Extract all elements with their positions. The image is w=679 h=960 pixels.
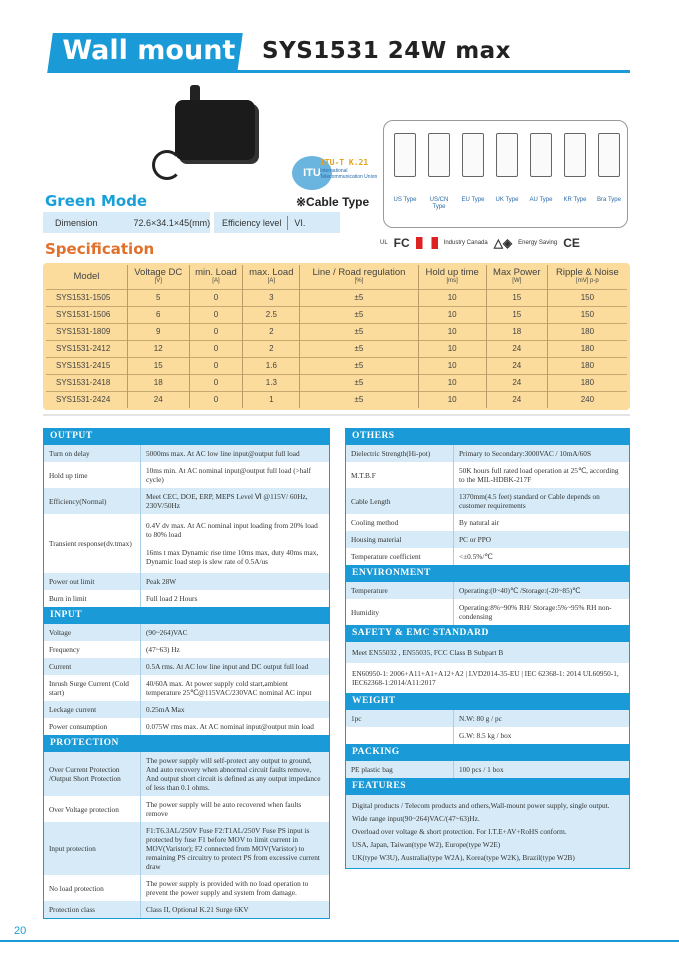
plug-icon bbox=[564, 133, 586, 177]
dimension-box bbox=[43, 212, 210, 233]
table-cell: 2.5 bbox=[243, 306, 300, 323]
spec-value: 50K hours full rated load operation at 25℃, according to the MIL-HDBK-217F bbox=[459, 466, 619, 484]
table-cell: ±5 bbox=[300, 391, 418, 408]
table-cell: 0 bbox=[189, 357, 243, 374]
spec-label: 1pc bbox=[346, 710, 454, 727]
column-label: max. Load bbox=[249, 266, 294, 278]
table-cell: 24 bbox=[486, 374, 547, 391]
itu-sub: International Telecommunication Union bbox=[320, 168, 378, 180]
spec-row bbox=[44, 641, 329, 658]
spec-label: No load protection bbox=[44, 875, 141, 901]
spec-label: Power out limit bbox=[44, 573, 141, 590]
table-cell: SYS1531-1506 bbox=[46, 306, 127, 323]
spec-label: Input protection bbox=[44, 822, 141, 875]
table-cell: 18 bbox=[127, 374, 189, 391]
spec-label: Turn on delay bbox=[44, 445, 141, 462]
spec-text: Overload over voltage & short protection. For I.T.E+AV+RoHS conform. bbox=[352, 827, 567, 836]
column-header bbox=[243, 265, 300, 289]
spec-value: The power supply will self-protect any output to ground, And auto recovery when abnormal circuit faults remove, And output short circuit is defined as any output impedance of less than 0.1 ohms. bbox=[146, 756, 321, 792]
table-cell: 0 bbox=[189, 323, 243, 340]
spec-row bbox=[44, 822, 329, 875]
spec-label: Temperature bbox=[346, 582, 454, 599]
page-number: 20 bbox=[14, 925, 27, 937]
plug-icon bbox=[496, 133, 518, 177]
model-table bbox=[43, 263, 630, 410]
spec-label: Protection class bbox=[44, 901, 141, 918]
page-title: Wall mount bbox=[62, 35, 236, 66]
table-cell: 24 bbox=[486, 357, 547, 374]
table-row bbox=[46, 323, 627, 340]
table-cell: 24 bbox=[486, 340, 547, 357]
safety-marks-logo: △◈ bbox=[493, 236, 513, 250]
industry-canada-logo: Industry Canada bbox=[443, 240, 488, 246]
spec-row bbox=[44, 875, 329, 901]
spec-text: Meet EN55032 , EN55035, FCC Class B Subpart B bbox=[352, 648, 504, 657]
spec-label: Inrush Surge Current (Cold start) bbox=[44, 675, 141, 701]
green-mode-title: Green Mode bbox=[45, 192, 148, 210]
section-header: OUTPUT bbox=[44, 428, 329, 445]
spec-value: Full load 2 Hours bbox=[146, 594, 198, 603]
spec-label: Hold up time bbox=[44, 462, 141, 488]
spec-value: The power supply will be auto recovered when faults remove bbox=[146, 800, 302, 818]
table-cell: 10 bbox=[418, 357, 486, 374]
plug-type-label: Bra Type bbox=[597, 197, 621, 203]
table-cell: 0 bbox=[189, 374, 243, 391]
section-header: OTHERS bbox=[346, 428, 629, 445]
title-banner bbox=[47, 33, 243, 73]
spec-label: Temperature coefficient bbox=[346, 548, 454, 565]
spec-label: Cooling method bbox=[346, 514, 454, 531]
table-row bbox=[46, 340, 627, 357]
spec-value: Operating:(0~40)℃ /Storage:(-20~85)℃ bbox=[459, 586, 581, 595]
spec-value: 0.25mA Max bbox=[146, 705, 185, 714]
table-cell: ±5 bbox=[300, 374, 418, 391]
table-cell: 15 bbox=[486, 289, 547, 306]
spec-row bbox=[346, 462, 629, 488]
left-spec-column bbox=[43, 428, 330, 919]
spec-text: Digital products / Telecom products and others,Wall-mount power supply, single output. bbox=[352, 801, 610, 810]
column-unit: [V] bbox=[154, 277, 162, 284]
table-cell: 150 bbox=[547, 306, 627, 323]
plug-type-item bbox=[494, 133, 520, 204]
fcc-logo: FC bbox=[393, 236, 410, 250]
spec-label: Over Current Protection /Output Short Protection bbox=[44, 752, 141, 796]
table-cell: ±5 bbox=[300, 306, 418, 323]
spec-label bbox=[346, 727, 454, 744]
spec-label: Housing material bbox=[346, 531, 454, 548]
table-cell: 12 bbox=[127, 340, 189, 357]
column-header bbox=[547, 265, 627, 289]
table-cell: 1 bbox=[243, 391, 300, 408]
spec-label: Leckage current bbox=[44, 701, 141, 718]
spec-value: 5000ms max. At AC low line input@output full load bbox=[146, 449, 300, 458]
spec-value: Meet CEC, DOE, ERP, MEPS Level Ⅵ @115V/ 60Hz, 230V/50Hz bbox=[146, 492, 308, 510]
spec-label: Dielectric Strength(Hi-pot) bbox=[346, 445, 454, 462]
spec-row bbox=[346, 445, 629, 462]
spec-row bbox=[346, 663, 629, 693]
column-unit: [ms] bbox=[446, 277, 458, 284]
column-header bbox=[46, 265, 127, 289]
spec-label: Burn in limit bbox=[44, 590, 141, 607]
column-label: min. Load bbox=[195, 266, 237, 278]
spec-row bbox=[44, 718, 329, 735]
plug-types-panel bbox=[383, 120, 628, 228]
column-unit: [%] bbox=[354, 277, 364, 284]
spec-value: By natural air bbox=[459, 518, 500, 527]
column-header bbox=[189, 265, 243, 289]
spec-row bbox=[346, 531, 629, 548]
table-cell: 1.3 bbox=[243, 374, 300, 391]
table-cell: ±5 bbox=[300, 289, 418, 306]
ul-logo: UL bbox=[380, 240, 388, 246]
column-label: Voltage DC bbox=[134, 266, 183, 278]
spec-value: Class II, Optional K.21 Surge 6KV bbox=[146, 905, 249, 914]
spec-row bbox=[44, 658, 329, 675]
spec-row bbox=[346, 761, 629, 778]
spec-row bbox=[44, 462, 329, 488]
efficiency-box bbox=[214, 212, 340, 233]
spec-value: (90~264)VAC bbox=[146, 628, 188, 637]
column-label: Ripple & Noise bbox=[555, 266, 619, 278]
spec-row bbox=[346, 727, 629, 744]
spec-row bbox=[44, 445, 329, 462]
spec-label: Cable Length bbox=[346, 488, 454, 514]
table-cell: 9 bbox=[127, 323, 189, 340]
spec-row bbox=[44, 901, 329, 918]
table-cell: 24 bbox=[486, 391, 547, 408]
footer-line bbox=[0, 940, 679, 942]
table-cell: 10 bbox=[418, 340, 486, 357]
table-cell: 2 bbox=[243, 323, 300, 340]
table-cell: 0 bbox=[189, 289, 243, 306]
plug-icon bbox=[462, 133, 484, 177]
column-header bbox=[127, 265, 189, 289]
column-label: Line / Road regulation bbox=[312, 266, 406, 278]
table-cell: 10 bbox=[418, 306, 486, 323]
table-cell: 3 bbox=[243, 289, 300, 306]
plug-icon bbox=[428, 133, 450, 177]
table-cell: 6 bbox=[127, 306, 189, 323]
plug-icon bbox=[598, 133, 620, 177]
spec-value: <±0.5%/℃ bbox=[459, 552, 493, 561]
spec-row bbox=[346, 795, 629, 868]
header-divider bbox=[50, 70, 630, 73]
column-header bbox=[486, 265, 547, 289]
spec-label: Transient response(dv.tmax) bbox=[44, 514, 141, 573]
table-cell: 24 bbox=[127, 391, 189, 408]
plug-icon bbox=[530, 133, 552, 177]
model-title: SYS1531 24W max bbox=[262, 38, 512, 64]
right-spec-column bbox=[345, 428, 630, 869]
plug-type-label: US/CN Type bbox=[429, 197, 449, 210]
spec-value: PC or PPO bbox=[459, 535, 492, 544]
plug-type-label: UK Type bbox=[495, 197, 519, 203]
column-label: Model bbox=[73, 271, 100, 283]
section-header: PACKING bbox=[346, 744, 629, 761]
spec-label: PE plastic bag bbox=[346, 761, 454, 778]
table-cell: ±5 bbox=[300, 357, 418, 374]
table-cell: 5 bbox=[127, 289, 189, 306]
table-cell: 1.6 bbox=[243, 357, 300, 374]
spec-value: Operating:8%~90% RH/ Storage:5%~95% RH non-condensing bbox=[459, 603, 612, 621]
table-row bbox=[46, 357, 627, 374]
plug-type-item bbox=[426, 133, 452, 211]
spec-text: Wide range input(90~264)VAC/(47~63)Hz. bbox=[352, 814, 480, 823]
table-cell: 180 bbox=[547, 374, 627, 391]
table-cell: 0 bbox=[189, 391, 243, 408]
spec-row bbox=[44, 675, 329, 701]
certification-logos bbox=[380, 236, 580, 250]
spec-label: Power consumption bbox=[44, 718, 141, 735]
canada-flag-icon bbox=[416, 237, 438, 249]
ce-logo: CE bbox=[563, 236, 580, 250]
table-cell: 180 bbox=[547, 357, 627, 374]
table-cell: 2 bbox=[243, 340, 300, 357]
table-cell: 180 bbox=[547, 323, 627, 340]
spec-value: 0.5A rms. At AC low line input and DC output full load bbox=[146, 662, 309, 671]
table-cell: 150 bbox=[547, 289, 627, 306]
column-unit: [mV] p-p bbox=[576, 277, 599, 284]
spec-value: 0.4V dv max. At AC nominal input loading from 20% load to 80% load bbox=[146, 521, 318, 539]
spec-label: Current bbox=[44, 658, 141, 675]
table-cell: 18 bbox=[486, 323, 547, 340]
table-cell: 10 bbox=[418, 289, 486, 306]
table-cell: 15 bbox=[486, 306, 547, 323]
efficiency-label: Efficiency level bbox=[222, 217, 282, 228]
spec-row bbox=[346, 582, 629, 599]
table-cell: 10 bbox=[418, 323, 486, 340]
dimension-label: Dimension bbox=[55, 217, 98, 228]
table-cell: SYS1531-2415 bbox=[46, 357, 127, 374]
spec-row bbox=[346, 514, 629, 531]
plug-type-label: US Type bbox=[393, 197, 417, 203]
spec-row bbox=[44, 488, 329, 514]
column-unit: [A] bbox=[267, 277, 275, 284]
spec-row bbox=[44, 590, 329, 607]
spec-row bbox=[44, 796, 329, 822]
section-header: INPUT bbox=[44, 607, 329, 624]
spec-label: Efficiency(Normal) bbox=[44, 488, 141, 514]
spec-value: 10ms min. At AC nominal input@output full load (>half cycle) bbox=[146, 466, 312, 484]
section-header: PROTECTION bbox=[44, 735, 329, 752]
specification-title: Specification bbox=[45, 240, 155, 258]
table-cell: 10 bbox=[418, 374, 486, 391]
spec-value: F1:T6.3AL/250V Fuse F2:T1AL/250V Fuse PS input is protected by fuse F1 before MOV to limit current in MOV(Varistor); F2 connected from MOV(Varistor) to remaining PS circuitry to protect PS from excessive current draw bbox=[146, 826, 320, 871]
table-row bbox=[46, 374, 627, 391]
spec-value: The power supply is provided with no load operation to prevent the power supply and system from damage. bbox=[146, 879, 309, 897]
section-header: SAFETY & EMC STANDARD bbox=[346, 625, 629, 642]
spec-row bbox=[346, 710, 629, 727]
table-cell: 15 bbox=[127, 357, 189, 374]
spec-value: (47~63) Hz bbox=[146, 645, 180, 654]
plug-type-item bbox=[460, 133, 486, 204]
spec-text: USA, Japan, Taiwan(type W2), Europe(type W2E) bbox=[352, 840, 501, 849]
spec-row bbox=[346, 548, 629, 565]
itu-label: ITU-T K.21 bbox=[320, 158, 369, 167]
spec-value: Primary to Secondary:3000VAC / 10mA/60S bbox=[459, 449, 592, 458]
column-unit: [A] bbox=[212, 277, 220, 284]
energy-saving-logo: Energy Saving bbox=[518, 240, 558, 246]
table-cell: SYS1531-1809 bbox=[46, 323, 127, 340]
cable-type-label: ※Cable Type bbox=[296, 195, 370, 209]
efficiency-value: VI. bbox=[294, 217, 306, 228]
column-label: Hold up time bbox=[425, 266, 479, 278]
table-cell: 180 bbox=[547, 340, 627, 357]
table-cell: 0 bbox=[189, 340, 243, 357]
table-cell: 10 bbox=[418, 391, 486, 408]
table-row bbox=[46, 289, 627, 306]
table-cell: 240 bbox=[547, 391, 627, 408]
section-header: FEATURES bbox=[346, 778, 629, 795]
plug-type-item bbox=[596, 133, 622, 204]
spec-row bbox=[346, 488, 629, 514]
table-row bbox=[46, 306, 627, 323]
spec-value: 100 pcs / 1 box bbox=[459, 765, 504, 774]
spec-row bbox=[346, 599, 629, 625]
table-cell: ±5 bbox=[300, 323, 418, 340]
spec-row bbox=[44, 624, 329, 641]
plug-type-label: EU Type bbox=[461, 197, 485, 203]
spec-label: Frequency bbox=[44, 641, 141, 658]
plug-type-label: KR Type bbox=[563, 197, 587, 203]
spec-row bbox=[44, 752, 329, 796]
table-cell: SYS1531-2418 bbox=[46, 374, 127, 391]
plug-type-item bbox=[392, 133, 418, 204]
spec-value: 40/60A max. At power supply cold start,ambient temperature 25℃@115VAC/230VAC nominal AC input bbox=[146, 679, 312, 697]
table-cell: 0 bbox=[189, 306, 243, 323]
plug-type-item bbox=[528, 133, 554, 204]
spec-row bbox=[44, 514, 329, 573]
product-image bbox=[175, 100, 255, 160]
spec-label: Over Voltage protection bbox=[44, 796, 141, 822]
spec-value: 0.075W rms max. At AC nominal input@output min load bbox=[146, 722, 314, 731]
section-divider bbox=[43, 414, 630, 416]
spec-value: 16ms t max Dynamic rise time 10ms max, duty 40ms max, Dynamic load step is slew rate of 0.5A/us bbox=[146, 544, 324, 569]
product-cable-image bbox=[152, 150, 182, 180]
table-cell: SYS1531-2412 bbox=[46, 340, 127, 357]
section-header: WEIGHT bbox=[346, 693, 629, 710]
table-cell: ±5 bbox=[300, 340, 418, 357]
itu-logo: ITU bbox=[292, 156, 332, 190]
spec-value: G.W: 8.5 kg / box bbox=[459, 731, 512, 740]
spec-value: Peak 28W bbox=[146, 577, 177, 586]
spec-label: Humidity bbox=[346, 599, 454, 625]
spec-row bbox=[346, 642, 629, 663]
plug-type-item bbox=[562, 133, 588, 204]
plug-type-label: AU Type bbox=[529, 197, 553, 203]
spec-row bbox=[44, 701, 329, 718]
spec-label: Voltage bbox=[44, 624, 141, 641]
spec-label: M.T.B.F bbox=[346, 462, 454, 488]
table-row bbox=[46, 391, 627, 408]
dimension-value: 72.6×34.1×45(mm) bbox=[133, 217, 211, 228]
section-header: ENVIRONMENT bbox=[346, 565, 629, 582]
spec-text: EN60950-1: 2006+A11+A1+A12+A2 | LVD2014-35-EU | IEC 62368-1: 2014 UL60950-1, IEC62368-1:2014/A11:2017 bbox=[352, 669, 619, 687]
column-header bbox=[300, 265, 418, 289]
spec-value: 1370mm(4.5 feet) standard or Cable depends on customer requirements bbox=[459, 492, 600, 510]
column-header bbox=[418, 265, 486, 289]
column-label: Max Power bbox=[493, 266, 541, 278]
spec-row bbox=[44, 573, 329, 590]
spec-value: N.W: 80 g / pc bbox=[459, 714, 502, 723]
table-cell: SYS1531-2424 bbox=[46, 391, 127, 408]
plug-icon bbox=[394, 133, 416, 177]
spec-text: UK(type W3U), Australia(type W2A), Korea(type W2K), Brazil(type W2B) bbox=[352, 853, 575, 862]
table-cell: SYS1531-1505 bbox=[46, 289, 127, 306]
column-unit: [W] bbox=[512, 277, 522, 284]
